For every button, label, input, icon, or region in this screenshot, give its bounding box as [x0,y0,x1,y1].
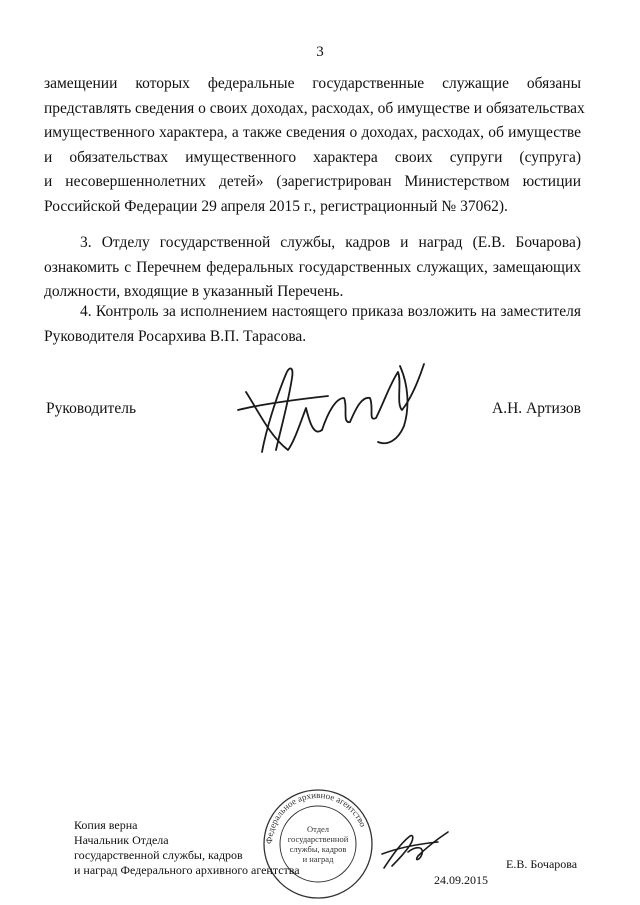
copy-line: государственной службы, кадров [74,848,243,862]
text-line: Руководителя Росархива В.П. Тарасова. [44,327,307,345]
text-line: 3. Отделу государственной службы, кадров и наград (Е.В. Бочарова) [80,234,581,251]
text-line: и обязательствах имущественного характера своих супруги (супруга) [44,148,581,166]
svg-text:Федеральное архивное агентство: Федеральное архивное агентство [263,789,369,845]
signatory-role: Руководитель [46,400,137,417]
text-line: и несовершеннолетних детей» (зарегистрирован Министерством юстиции [44,173,581,190]
paragraph-continuation [44,72,585,219]
copy-date: 24.09.2015 [434,873,488,887]
text-line: должности, входящие в указанный Перечень. [44,283,344,300]
copy-certification [74,818,300,878]
copy-line: Начальник Отдела [74,833,169,847]
svg-text:службы, кадров: службы, кадров [289,844,347,854]
svg-text:и наград: и наград [302,854,334,864]
handwritten-signature-main [232,352,442,460]
svg-text:государственной: государственной [287,834,349,844]
text-line: представлять сведения о своих доходах, расходах, об имуществе и обязательствах [44,99,585,117]
text-line: ознакомить с Перечнем федеральных государственных служащих, замещающих [44,258,581,276]
text-line: имущественного характера, а также сведения о доходах, расходах, об имуществе [44,124,581,141]
text-line: замещении которых федеральные государственные служащие обязаны [44,75,581,92]
signatory-name: А.Н. Артизов [492,400,581,417]
paragraph-item-4 [44,300,581,349]
text-line: Российской Федерации 29 апреля 2015 г., регистрационный № 37062). [44,197,508,215]
text-line: 4. Контроль за исполнением настоящего приказа возложить на заместителя [80,303,581,320]
handwritten-signature-copy [378,826,454,872]
copy-signatory-name: Е.В. Бочарова [506,857,578,871]
page-number: 3 [316,44,324,60]
svg-text:Отдел: Отдел [306,824,330,834]
copy-line: Копия верна [74,818,138,832]
copy-line: и наград Федерального архивного агентства [74,863,300,877]
paragraph-item-3 [44,231,581,305]
